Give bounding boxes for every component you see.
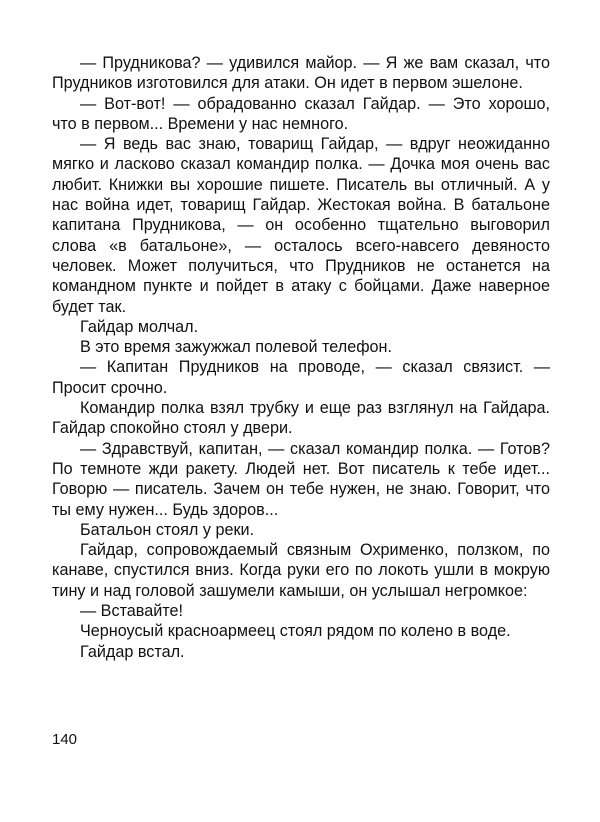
paragraph: Батальон стоял у реки. [80,520,255,539]
paragraph: Гайдар молчал. [80,317,199,336]
paragraph: — Здравствуй, капитан, — сказал командир полка. — Готов? По темноте жди ракету. Людей нет. Вот писатель к тебе идет... Говорю — писатель. Зачем он тебе нужен, не знаю. Говорит, что ты ему нужен... Будь здоров... [52,439,550,519]
paragraph: В это время зажужжал полевой телефон. [80,338,392,357]
paragraph: Гайдар, сопровождаемый связным Охрименко, ползком, по канаве, спустился вниз. Когда руки его по локоть ушли в мокрую тину и над головой зашумели камыши, он услышал негромкое: [52,541,550,600]
page-number: 140 [52,731,78,748]
paragraph: Командир полка взял трубку и еще раз взглянул на Гайдара. Гайдар спокойно стоял у двери. [52,399,550,438]
paragraph: — Капитан Прудников на проводе, — сказал связист. — Просит срочно. [52,358,550,397]
paragraph: Черноусый красноармеец стоял рядом по колено в воде. [80,622,511,641]
paragraph: — Прудникова? — удивился майор. — Я же вам сказал, что Прудников изготовился для атаки. Он идет в первом эшелоне. [52,54,550,93]
paragraph: Гайдар встал. [80,642,185,661]
paragraph: — Вставайте! [80,602,184,621]
paragraph: — Я ведь вас знаю, товарищ Гайдар, — вдруг неожиданно мягко и ласково сказал командир полка. — Дочка моя очень вас любит. Книжки вы хорошие пишете. Писатель вы отличный. А у нас война идет, товарищ Гайдар. Жестокая война. В батальоне капитана Прудникова, — он особенно тщательно выговорил слова «в батальоне», — осталось всего-навсего девяносто человек. Может получиться, что Прудников не останется на командном пункте и пойдет в атаку с бойцами. Даже наверное будет так. [52,135,550,316]
book-page-text [52,53,550,662]
paragraph: — Вот-вот! — обрадованно сказал Гайдар. — Это хорошо, что в первом... Времени у нас немного. [52,94,550,133]
